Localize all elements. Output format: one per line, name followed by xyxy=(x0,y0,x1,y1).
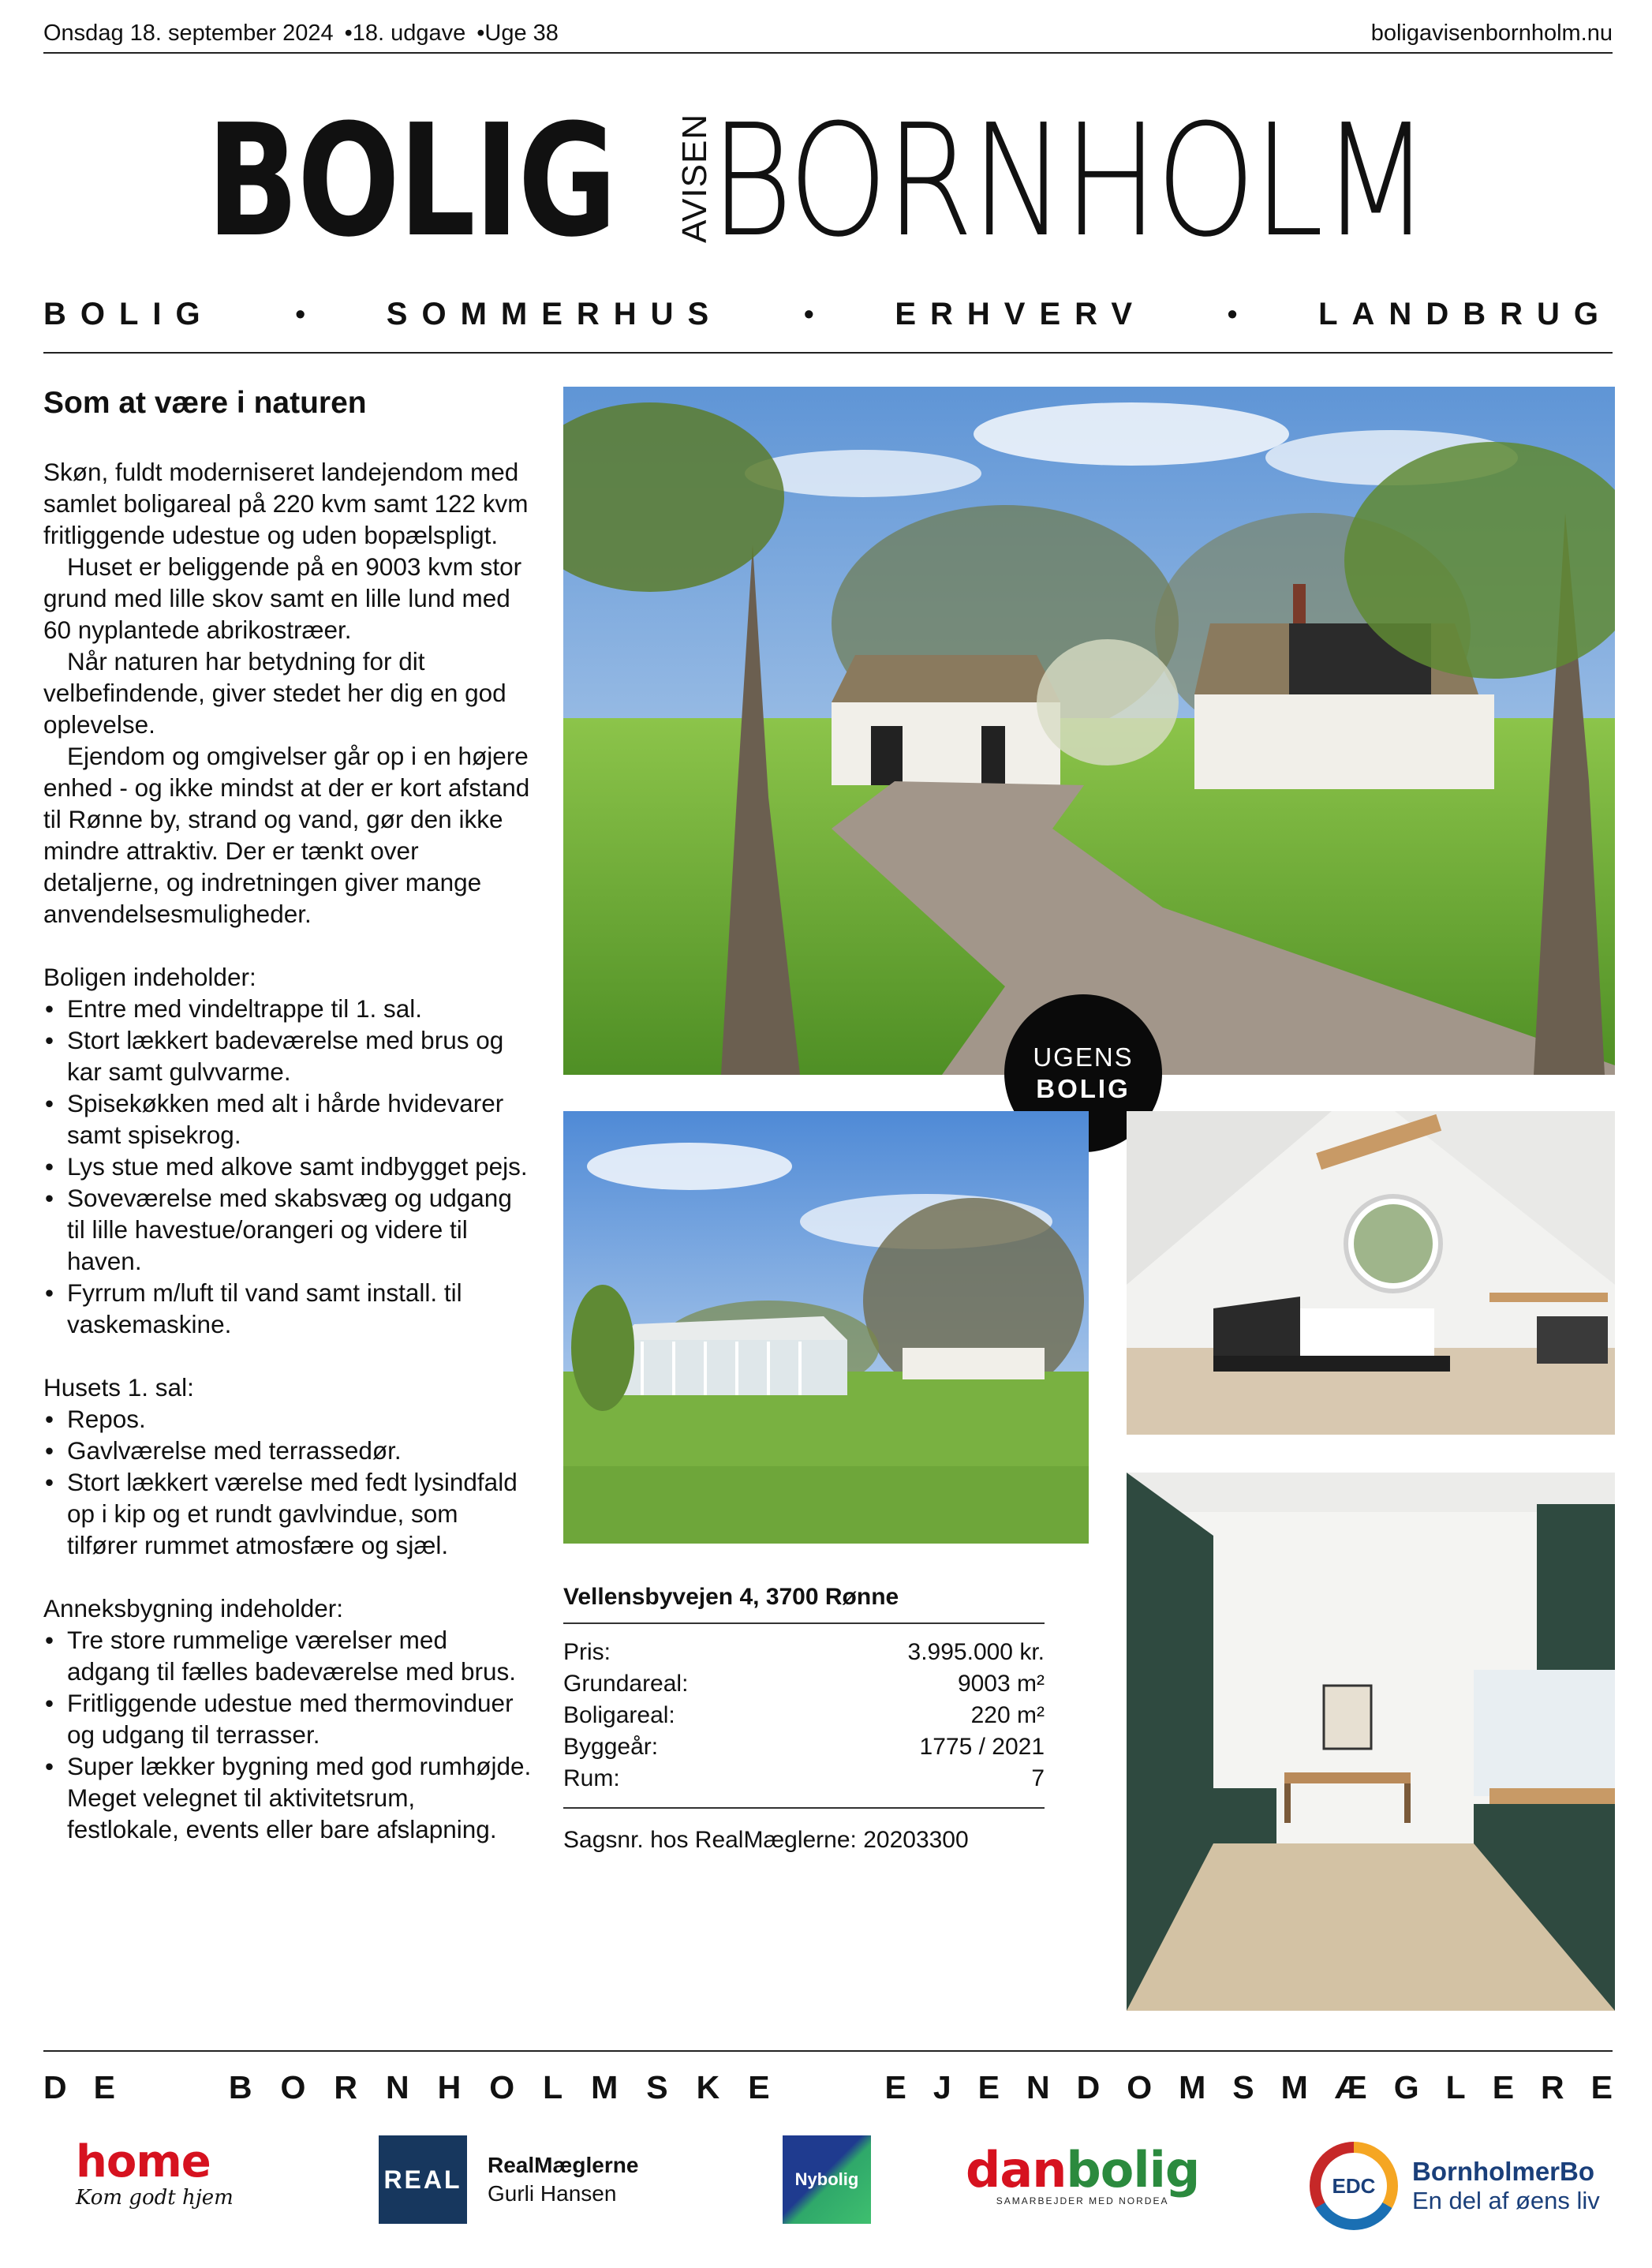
fact-value: 9003 m² xyxy=(957,1671,1045,1697)
fact-label: Pris: xyxy=(563,1639,611,1665)
fact-label: Byggeår: xyxy=(563,1734,659,1760)
category-bar xyxy=(43,290,1613,338)
photo-annex[interactable] xyxy=(563,1111,1089,1544)
photo-kitchen[interactable] xyxy=(1127,1473,1615,2011)
edc-bornholmerbo-logo[interactable] xyxy=(1310,2142,1600,2230)
fact-value: 3.995.000 kr. xyxy=(907,1639,1045,1665)
masthead-avisen xyxy=(675,113,714,243)
photo-farmhouse[interactable] xyxy=(563,387,1615,1075)
edc-text xyxy=(1412,2157,1600,2215)
section-1-sal xyxy=(43,1372,533,1561)
brokers-title-word: BORNHOLMSKE xyxy=(228,2069,798,2105)
edc-mark xyxy=(1310,2142,1398,2230)
home-logo-word: home xyxy=(76,2136,211,2188)
category-bolig[interactable]: BOLIG xyxy=(43,296,215,331)
section-boligen xyxy=(43,961,533,1340)
article-title: Som at være i naturen xyxy=(43,386,367,420)
website-link[interactable]: boligavisenbornholm.nu xyxy=(1370,20,1613,46)
danbolig-tagline: SAMARBEJDER MED NORDEA xyxy=(996,2195,1169,2206)
category-erhverv[interactable]: ERHVERV xyxy=(895,296,1146,331)
realmaeglerne-logo[interactable] xyxy=(379,2135,638,2224)
separator: • xyxy=(1227,298,1238,330)
badge-line2: BOLIG xyxy=(1036,1074,1131,1103)
list-item: • Stort lækkert værelse med fedt lysindfald op i kip og et rundt gavlvindue, som tilfører rummet atmosfære og sjæl. xyxy=(43,1466,533,1561)
edc-tagline: En del af øens liv xyxy=(1412,2187,1600,2214)
article xyxy=(43,384,533,1845)
fact-label: Rum: xyxy=(563,1765,620,1791)
article-paragraph: Ejendom og omgivelser går op i en højere enhed - og ikke mindst at der er kort afstand til Rønne by, strand og vand, gør den ikke mindre attraktiv. Der er tænkt over detaljerne, og indretningen giver mange anvendelsesmuligheder. xyxy=(43,742,530,928)
facts-row xyxy=(563,1668,1045,1700)
case-number: Sagsnr. hos RealMæglerne: 20203300 xyxy=(563,1827,969,1853)
section-heading: Anneksbygning indeholder: xyxy=(43,1594,344,1622)
nybolig-logo[interactable]: Nybolig xyxy=(783,2135,871,2224)
article-paragraph: Huset er beliggende på en 9003 kvm stor grund med lille skov samt en lille lund med 60 nyplantede abrikostræer. xyxy=(43,552,522,644)
issue-edition: 18. udgave xyxy=(352,20,466,46)
separator: • xyxy=(295,298,306,330)
brokers-title xyxy=(43,2069,1639,2109)
fact-label: Grundareal: xyxy=(563,1671,689,1697)
fact-value: 220 m² xyxy=(970,1702,1045,1728)
section-anneks xyxy=(43,1592,533,1845)
list-item: • Super lækker bygning med god rumhøjde. Meget velegnet til aktivitetsrum, festlokale, events eller bare afslapning. xyxy=(43,1750,533,1845)
edc-mark-text: EDC xyxy=(1321,2153,1387,2219)
edc-name: BornholmerBo xyxy=(1412,2157,1594,2186)
feature-list xyxy=(43,993,533,1340)
section-heading: Husets 1. sal: xyxy=(43,1373,194,1402)
list-item: • Repos. xyxy=(43,1403,533,1435)
masthead-bolig: BOLIG xyxy=(207,92,616,271)
article-paragraph: Skøn, fuldt moderniseret landejendom med samlet boligareal på 220 kvm samt 122 kvm fritliggende udestue og uden bopælspligt. xyxy=(43,458,529,549)
broker-logos xyxy=(0,2131,1652,2241)
feature-list xyxy=(43,1624,533,1845)
list-item: • Lys stue med alkove samt indbygget pejs. xyxy=(43,1151,533,1182)
danbolig-part2: bolig xyxy=(1066,2141,1200,2199)
fact-value: 7 xyxy=(1031,1765,1045,1791)
issue-week: Uge 38 xyxy=(484,20,559,46)
list-item: • Fritliggende udestue med thermovinduer og udgang til terrasser. xyxy=(43,1687,533,1750)
list-item: • Soveværelse med skabsvæg og udgang til lille havestue/orangeri og videre til haven. xyxy=(43,1182,533,1277)
danbolig-word xyxy=(966,2141,1200,2199)
home-logo-tagline: Kom godt hjem xyxy=(76,2186,234,2210)
real-text xyxy=(488,2151,638,2208)
facts-row xyxy=(563,1700,1045,1731)
category-landbrug[interactable]: LANDBRUG xyxy=(1318,296,1613,331)
danbolig-part1: dan xyxy=(966,2141,1067,2199)
list-item: • Fyrrum m/luft til vand samt install. til vaskemaskine. xyxy=(43,1277,533,1340)
list-item: • Spisekøkken med alt i hårde hvidevarer samt spisekrog. xyxy=(43,1087,533,1151)
divider xyxy=(43,2050,1613,2052)
issue-date: Onsdag 18. september 2024 xyxy=(43,20,334,46)
section-heading: Boligen indeholder: xyxy=(43,963,256,991)
listing-address: Vellensbyvejen 4, 3700 Rønne xyxy=(563,1581,1045,1624)
divider xyxy=(43,352,1613,354)
fact-label: Boligareal: xyxy=(563,1702,675,1728)
brokers-title-word: DE xyxy=(43,2069,142,2105)
brokers-title-word: EJENDOMSMÆGLERE xyxy=(884,2069,1639,2105)
fact-value: 1775 / 2021 xyxy=(919,1734,1045,1760)
list-item: • Gavlværelse med terrassedør. xyxy=(43,1435,533,1466)
list-item: • Stort lækkert badeværelse med brus og kar samt gulvvarme. xyxy=(43,1024,533,1087)
facts-row xyxy=(563,1637,1045,1668)
real-sub: Gurli Hansen xyxy=(488,2181,617,2206)
feature-list xyxy=(43,1403,533,1561)
real-mark: REAL xyxy=(379,2135,467,2224)
photo-bedroom[interactable] xyxy=(1127,1111,1615,1435)
list-item: • Entre med vindeltrappe til 1. sal. xyxy=(43,993,533,1024)
masthead xyxy=(0,92,1652,271)
article-paragraph: Når naturen har betydning for dit velbefindende, giver stedet her dig en god oplevelse. xyxy=(43,647,506,739)
facts-table xyxy=(563,1637,1045,1809)
masthead-avisen-text: AVISEN xyxy=(675,113,714,243)
facts-row xyxy=(563,1763,1045,1795)
category-sommerhus[interactable]: SOMMERHUS xyxy=(386,296,723,331)
top-bar xyxy=(43,14,1613,54)
listing-facts xyxy=(563,1581,1045,1856)
facts-row xyxy=(563,1731,1045,1763)
danbolig-logo[interactable] xyxy=(966,2141,1200,2206)
real-name: RealMæglerne xyxy=(488,2153,639,2177)
badge-line1: UGENS xyxy=(1033,1042,1134,1072)
home-logo[interactable] xyxy=(76,2136,234,2210)
separator: • xyxy=(344,20,353,46)
list-item: • Tre store rummelige værelser med adgang til fælles badeværelse med brus. xyxy=(43,1624,533,1687)
separator: • xyxy=(477,20,485,46)
separator: • xyxy=(803,298,814,330)
masthead-bornholm: BORNHOLM xyxy=(710,92,1429,271)
issue-info xyxy=(43,21,559,47)
